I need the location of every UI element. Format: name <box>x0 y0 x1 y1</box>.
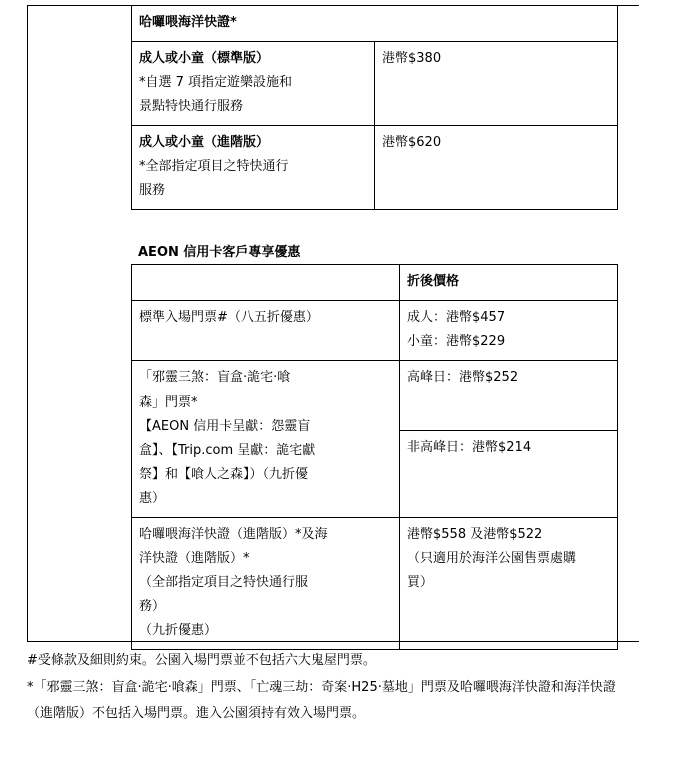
label-line: 成人或小童（進階版） <box>139 135 270 151</box>
section2-header-left <box>132 265 400 301</box>
footnotes <box>27 648 639 728</box>
label-line: 惠） <box>139 490 166 506</box>
section2-row2-label <box>132 517 400 649</box>
section2-header-right: 折後價格 <box>400 265 618 301</box>
footnote-2: *「邪靈三煞：盲盒‧詭宅‧喰森」門票、「亡魂三劫：奇案‧H25‧墓地」門票及哈囉喂海洋快證和海洋快證（進階版）不包括入場門票。進入公園須持有效入場門票。 <box>27 679 616 722</box>
label-line: 祭】和【喰人之森】）（九折優 <box>139 466 309 482</box>
table-row <box>132 42 618 126</box>
table-column <box>131 5 618 650</box>
label-line: 洋快證（進階版）* <box>139 550 250 566</box>
label-line: *自選 7 項指定遊樂設施和 <box>139 75 293 91</box>
table-row <box>132 126 618 210</box>
section1-row0-price: 港幣$380 <box>375 42 618 126</box>
label-line: （九折優惠） <box>139 622 218 638</box>
label-line: 森」門票* <box>139 394 198 410</box>
label-line: 盒】、【Trip.com 呈獻：詭宅獻 <box>139 442 316 458</box>
table-row <box>132 361 618 431</box>
label-line: 哈囉喂海洋快證（進階版）*及海 <box>139 526 328 542</box>
section1-row0-label <box>132 42 375 126</box>
label-line: 景點特快通行服務 <box>139 99 244 115</box>
section2-row1-label <box>132 361 400 517</box>
label-line: 服務 <box>139 183 166 199</box>
table-header-row <box>132 265 618 301</box>
ocean-express-table <box>131 5 618 210</box>
table-row <box>132 301 618 361</box>
aeon-offer-table <box>131 264 618 650</box>
table-row <box>132 517 618 649</box>
price-line: 成人：港幣$457 <box>407 310 506 326</box>
label-line: 標準入場門票#（八五折優惠） <box>139 310 319 326</box>
section2-row1-price-peak: 高峰日：港幣$252 <box>400 361 618 431</box>
footnote-1: #受條款及細則約束。公園入場門票並不包括六大鬼屋門票。 <box>27 653 376 668</box>
label-line: 【AEON 信用卡呈獻：怨靈盲 <box>139 418 311 434</box>
label-line: （全部指定項目之特快通行服 <box>139 574 309 590</box>
section1-row1-label <box>132 126 375 210</box>
price-line: （只適用於海洋公園售票處購 <box>407 550 577 566</box>
section2-row0-price <box>400 301 618 361</box>
section2-row2-price <box>400 517 618 649</box>
label-line: 成人或小童（標準版） <box>139 51 270 67</box>
table-row <box>132 6 618 42</box>
section1-title: 哈囉喂海洋快證* <box>132 6 618 42</box>
price-line: 小童：港幣$229 <box>407 334 506 350</box>
price-line: 買） <box>407 574 434 590</box>
section2-row1-price-offpeak: 非高峰日：港幣$214 <box>400 431 618 517</box>
label-line: 「邪靈三煞：盲盒‧詭宅‧喰 <box>139 370 291 386</box>
section1-row1-price: 港幣$620 <box>375 126 618 210</box>
price-line: 港幣$558 及港幣$522 <box>407 526 543 542</box>
label-line: 務） <box>139 598 166 614</box>
label-line: *全部指定項目之特快通行 <box>139 159 289 175</box>
section2-row0-label <box>132 301 400 361</box>
section-spacer <box>131 210 618 238</box>
section2-title: AEON 信用卡客戶專享優惠 <box>138 245 301 261</box>
